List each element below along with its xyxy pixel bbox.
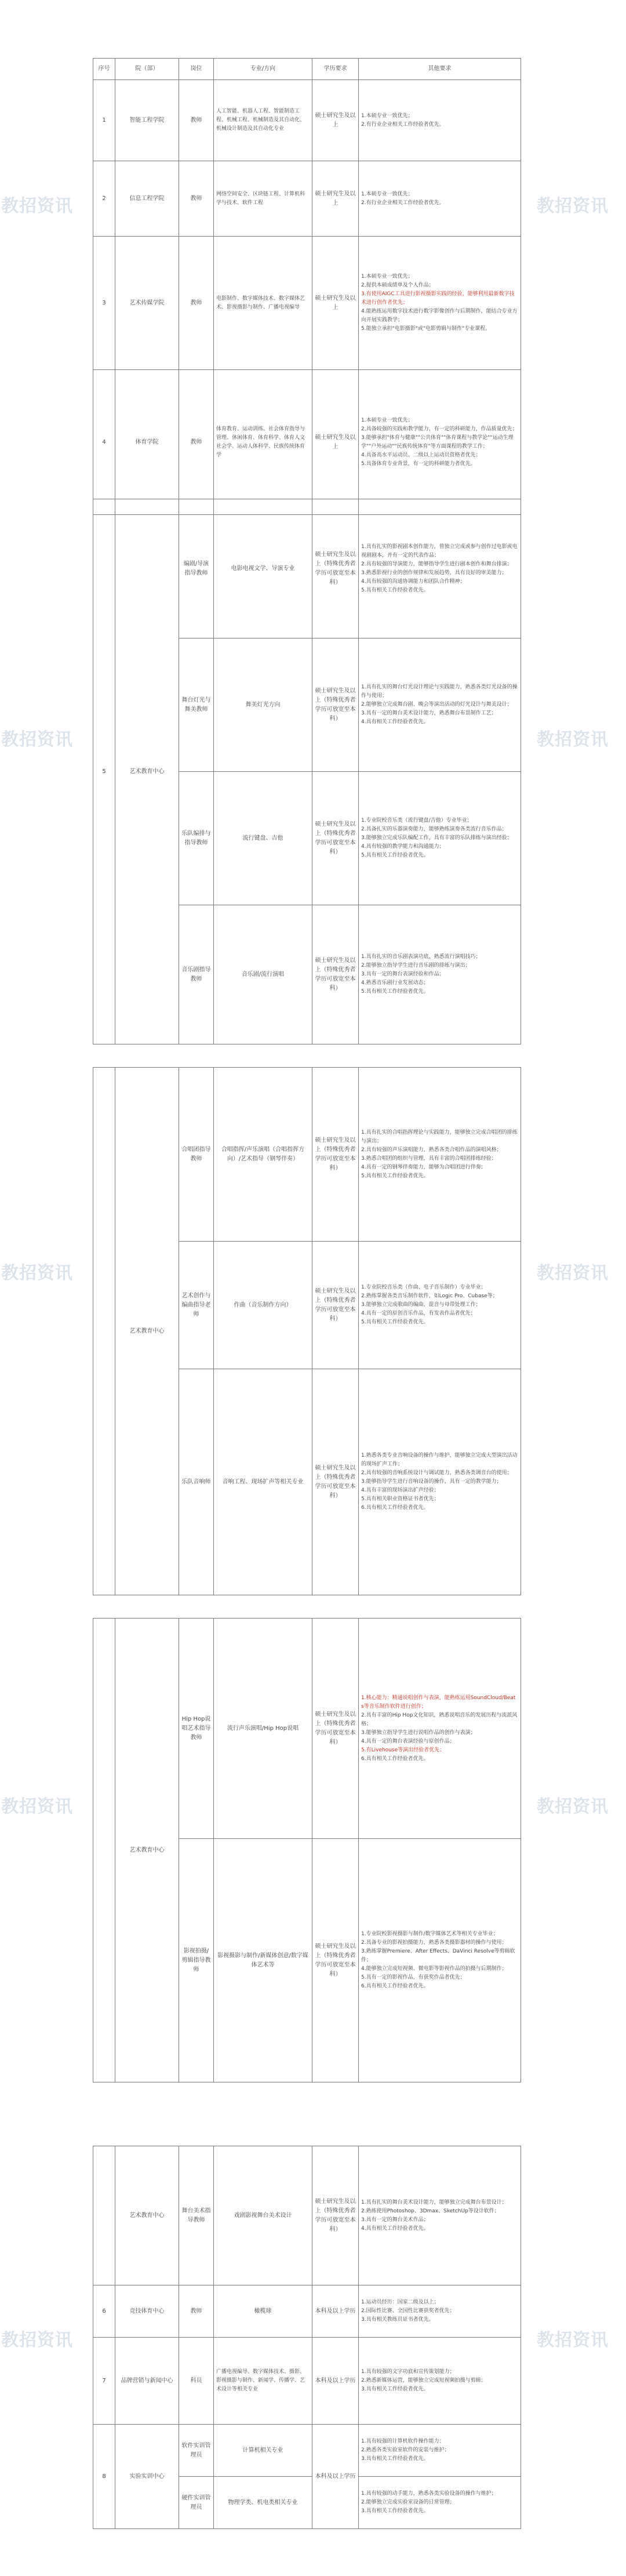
requirement-line: 4.具有一定的钢琴伴奏能力，能够为合唱团进行伴奏； xyxy=(361,1164,486,1170)
row-other xyxy=(359,161,521,237)
table-row xyxy=(93,1619,521,1839)
requirement-line: 1.专业院校音乐类（作曲、电子音乐制作）专业毕业； xyxy=(361,1285,486,1290)
row-college: 体育学院 xyxy=(115,370,179,515)
row-other xyxy=(359,1369,521,1595)
requirement-line: 2.具备专业的影视拍摄能力，熟悉各类摄影器材的操作与使用； xyxy=(361,1940,507,1946)
recruitment-table-part-4 xyxy=(93,1618,521,2082)
watermark: 教招资讯 xyxy=(1,730,73,750)
table-row xyxy=(93,237,521,370)
watermark: 教招资讯 xyxy=(537,196,609,216)
row-major: 电影电视文学、导演专业 xyxy=(214,499,312,638)
requirement-line: 2.有行业企业相关工作经验者优先。 xyxy=(361,121,445,128)
row-major: 橄榄球 xyxy=(214,2285,312,2338)
row-seq: 2 xyxy=(93,161,115,237)
requirement-line: 2.提供本硕成绩单及个人作品； xyxy=(361,282,434,288)
row-post: 科员 xyxy=(179,2338,214,2425)
watermark: 教招资讯 xyxy=(1,196,73,216)
row-college: 实验实训中心 xyxy=(115,2425,179,2529)
row-college: 艺术教育中心 xyxy=(115,1619,179,2082)
row-seq: 4 xyxy=(93,370,115,515)
requirement-line: 4.具有相关工作经验者优先。 xyxy=(361,2225,429,2232)
requirement-line: 3.具有相关工作经验者优先。 xyxy=(361,2508,429,2514)
requirement-line: 5.具有相关职业资格证书者优先； xyxy=(361,1496,439,1502)
requirement-line: 1.具有扎实的舞台美术设计能力，能够独立完成舞台布景设计； xyxy=(361,2199,507,2205)
requirement-line: 6.具有相关工作经验者优先。 xyxy=(361,1505,429,1511)
table-row xyxy=(93,2338,521,2425)
requirement-line: 2.具有较强的声乐演唱能力，熟悉各类合唱作品的演唱风格； xyxy=(361,1146,502,1153)
row-other xyxy=(359,638,521,772)
row-degree: 本科及以上学历 xyxy=(312,2425,359,2529)
row-college: 竞技体育中心 xyxy=(115,2285,179,2338)
requirement-line: 2.国际性比赛、全国性比赛获奖者优先； xyxy=(361,2308,455,2314)
row-post: 合唱团指导教师 xyxy=(179,1068,214,1242)
requirement-line: 5.具备体育专业背景，有一定的科研能力者优先。 xyxy=(361,460,476,467)
row-major: 戏剧影视舞台美术设计 xyxy=(214,2146,312,2285)
table-row xyxy=(93,161,521,237)
row-other xyxy=(359,370,521,515)
row-other xyxy=(359,2477,521,2529)
requirement-line: 3.能够独立完成歌曲的编曲、混音与母带处理工作； xyxy=(361,1302,481,1308)
header-college: 院（部） xyxy=(115,59,179,80)
requirement-line: 4.具有相关工作经验者优先。 xyxy=(361,719,429,725)
requirement-line: 3.具有一定的舞台美术作品； xyxy=(361,2216,429,2223)
header-major: 专业/方向 xyxy=(214,59,312,80)
row-degree: 硕士研究生及以上（特殊优秀者学历可放宽至本科） xyxy=(312,499,359,638)
row-college: 智能工程学院 xyxy=(115,80,179,161)
requirement-line: 4.能熟练运用数字技术进行数字影像创作与后期制作，能结合专业方向开展实践教学； xyxy=(361,309,518,323)
row-other xyxy=(359,1839,521,2082)
row-major: 流行声乐演唱/Hip Hop说唱 xyxy=(214,1619,312,1839)
row-college: 艺术教育中心 xyxy=(115,1068,179,1595)
row-degree: 本科及以上学历 xyxy=(312,2285,359,2338)
row-major: 音响工程、现场扩声等相关专业 xyxy=(214,1369,312,1595)
watermark: 教招资讯 xyxy=(537,1797,609,1817)
row-major: 舞美灯光方向 xyxy=(214,638,312,772)
row-college: 信息工程学院 xyxy=(115,161,179,237)
row-college: 艺术教育中心 xyxy=(115,2146,179,2285)
row-post: 教师 xyxy=(179,2285,214,2338)
requirement-line: 1.核心能力：精通说唱创作与表演，能熟练运用SoundCloud/Beats等音乐制作软件进行创作； xyxy=(361,1695,516,1710)
requirement-line: 3.能够承担"体育与健康""公共体育""体育课程与教学论""运动生理学""户外运动""民族传统体育"等方面课程的教学工作； xyxy=(361,434,514,449)
row-post: 教师 xyxy=(179,161,214,237)
header-degree: 学历要求 xyxy=(312,59,359,80)
requirement-line: 5.具有相关工作经验者优先。 xyxy=(361,1173,429,1179)
requirement-line: 2.具备扎实的乐器演奏能力，能够熟练演奏各类流行音乐作品； xyxy=(361,826,507,832)
row-other xyxy=(359,499,521,638)
requirement-line: 3.熟悉影视行业的创作规律和发展趋势，具有良好的审美能力； xyxy=(361,569,507,576)
row-post: 乐队音响师 xyxy=(179,1369,214,1595)
row-other xyxy=(359,2338,521,2425)
row-other xyxy=(359,80,521,161)
row-major: 音乐剧/流行演唱 xyxy=(214,905,312,1044)
requirement-line: 3.具有相关工作经验者优先。 xyxy=(361,2456,429,2462)
watermark: 教招资讯 xyxy=(537,2330,609,2350)
row-seq: 5 xyxy=(93,499,115,1044)
watermark: 教招资讯 xyxy=(1,1263,73,1283)
row-degree: 硕士研究生及以上（特殊优秀者学历可放宽至本科） xyxy=(312,1619,359,1839)
row-college: 品牌营销与新闻中心 xyxy=(115,2338,179,2425)
row-degree: 硕士研究生及以上（特殊优秀者学历可放宽至本科） xyxy=(312,638,359,772)
row-seq xyxy=(93,1619,115,2082)
requirement-line: 2.能够独立完成舞台剧、晚会等演出活动的灯光设计与舞美设计； xyxy=(361,702,512,708)
row-major: 合唱指挥/声乐演唱（合唱指挥方向）/艺术指导（钢琴伴奏） xyxy=(214,1068,312,1242)
row-degree: 硕士研究生及以上（特殊优秀者学历可放宽至本科） xyxy=(312,2146,359,2285)
requirement-line: 1.具有较强的计算机软件操作能力； xyxy=(361,2439,445,2444)
requirement-line: 1.具有扎实的音乐剧表演功底，熟悉流行演唱技巧； xyxy=(361,954,481,960)
requirement-line: 3.具有一定的舞台表演经验和作品； xyxy=(361,971,445,977)
row-post: 教师 xyxy=(179,80,214,161)
row-post: Hip Hop说唱艺术指导教师 xyxy=(179,1619,214,1839)
table-row xyxy=(93,499,521,638)
row-major: 网络空间安全、区块链工程、计算机科学与技术、软件工程 xyxy=(214,161,312,237)
row-major: 广播电视编导、数字媒体技术、摄影、影视摄影与制作、新闻学、传播学、艺术设计等相关专业 xyxy=(214,2338,312,2425)
recruitment-table-part-1 xyxy=(93,58,521,515)
requirement-line: 1.专业院校影视摄影与制作/数字媒体艺术等相关专业毕业； xyxy=(361,1931,498,1937)
recruitment-table-part-3 xyxy=(93,1067,521,1595)
row-post: 教师 xyxy=(179,237,214,370)
watermark: 教招资讯 xyxy=(537,730,609,750)
header-seq: 序号 xyxy=(93,59,115,80)
row-other xyxy=(359,1068,521,1242)
row-degree: 硕士研究生及以上（特殊优秀者学历可放宽至本科） xyxy=(312,905,359,1044)
requirement-line: 1.具有较强的动手能力，熟悉各类实验设备的操作与维护； xyxy=(361,2491,497,2497)
row-seq: 3 xyxy=(93,237,115,370)
row-major: 物理学类、机电类相关专业 xyxy=(214,2477,312,2529)
row-post: 舞台美术指导教师 xyxy=(179,2146,214,2285)
row-major: 影视摄影与制作/新媒体创意/数字媒体艺术等 xyxy=(214,1839,312,2082)
requirement-line: 4.具有一定的原创音乐作品，有发表作品者优先； xyxy=(361,1311,476,1316)
row-major: 作曲（音乐制作方向） xyxy=(214,1242,312,1369)
table-header-row xyxy=(93,59,521,80)
row-other xyxy=(359,1242,521,1369)
requirement-line: 2.熟悉各类实验室软件的安装与维护； xyxy=(361,2447,450,2453)
requirement-line: 1.本硕专业一致优先； xyxy=(361,191,413,197)
table-row xyxy=(93,80,521,161)
requirement-line: 3.能够独立完成乐队编配工作，具有丰富的乐队排练与演出经验； xyxy=(361,835,512,841)
requirement-line: 5.具有相关工作经验者优先。 xyxy=(361,852,429,858)
row-seq: 1 xyxy=(93,80,115,161)
row-degree: 硕士研究生及以上（特殊优秀者学历可放宽至本科） xyxy=(312,1242,359,1369)
table-row xyxy=(93,2146,521,2285)
requirement-line: 2.具有较强的音响系统设计与调试能力，熟悉各类调音台的使用； xyxy=(361,1470,512,1476)
row-post: 硬件实训管理员 xyxy=(179,2477,214,2529)
row-post: 舞台灯光与舞美教师 xyxy=(179,638,214,772)
requirement-line: 1.具有扎实的影视剧本创作能力，曾独立完成或参与创作过电影或电视剧剧本，并有一定的代表作品； xyxy=(361,543,518,558)
requirement-line: 4.具有较强的沟通协调能力和团队合作精神； xyxy=(361,578,465,585)
requirement-line: 2.熟练使用Photoshop、3Dmax、SketchUp等设计软件； xyxy=(361,2208,500,2214)
requirement-line: 4.具备高水平运动员、二级以上运动员资格者优先； xyxy=(361,452,481,458)
requirement-line: 5.能独立承担"电影摄影"或"电影剪辑与制作"专业课程。 xyxy=(361,326,491,332)
row-seq: 6 xyxy=(93,2285,115,2338)
requirement-line: 2.具有丰富的Hip Hop文化知识，熟悉说唱音乐的发展历程与流派风格； xyxy=(361,1712,518,1727)
requirement-line: 4.具有较强的教学能力和沟通能力； xyxy=(361,844,445,850)
requirement-line: 2.能够独立指导学生进行音乐剧的排练与演出； xyxy=(361,963,471,968)
row-major: 人工智能、机器人工程、智能制造工程、机械工程、机械制造及其自动化、机械设计制造及其自动化专业 xyxy=(214,80,312,161)
row-other xyxy=(359,905,521,1044)
row-degree: 硕士研究生及以上 xyxy=(312,80,359,161)
recruitment-table-part-2 xyxy=(93,499,521,1044)
requirement-line: 3.具有一定的舞台美术设计能力，熟悉舞台布景制作工艺； xyxy=(361,710,497,716)
requirement-line: 1.熟悉各类专业音响设备的操作与维护，能够独立完成大型演出活动的现场扩声工作； xyxy=(361,1453,518,1467)
requirement-line: 3.具有相关工作经验者优先。 xyxy=(361,2386,429,2392)
row-other xyxy=(359,237,521,370)
row-major: 流行键盘、吉他 xyxy=(214,772,312,905)
row-college: 艺术教育中心 xyxy=(115,499,179,1044)
row-degree: 硕士研究生及以上 xyxy=(312,161,359,237)
requirement-line: 6.具有相关工作经验者优先。 xyxy=(361,1983,429,1989)
watermark: 教招资讯 xyxy=(1,1797,73,1817)
row-post: 乐队编排与指导教师 xyxy=(179,772,214,905)
requirement-line: 4.能够独立完成短视频、微电影等影视作品的拍摄与后期制作； xyxy=(361,1966,507,1972)
requirement-line: 5.具有相关工作经验者优先。 xyxy=(361,1319,429,1325)
row-other xyxy=(359,2285,521,2338)
row-college: 艺术传媒学院 xyxy=(115,237,179,370)
requirement-line: 1.本硕专业一致优先； xyxy=(361,113,413,119)
row-post: 编剧/导演指导教师 xyxy=(179,499,214,638)
requirement-line: 5.具有相关工作经验者优先。 xyxy=(361,989,429,995)
requirement-line: 2.熟练掌握各类音乐制作软件，如Logic Pro、Cubase等； xyxy=(361,1293,498,1299)
requirement-line: 5.有Livehouse等演出经验者优先； xyxy=(361,1747,445,1753)
row-seq xyxy=(93,2146,115,2285)
requirement-line: 6.具有相关工作经验者优先。 xyxy=(361,1755,429,1762)
row-other xyxy=(359,2146,521,2285)
row-degree: 硕士研究生及以上（特殊优秀者学历可放宽至本科） xyxy=(312,1068,359,1242)
row-post: 影视拍摄/剪辑指导教师 xyxy=(179,1839,214,2082)
row-degree: 硕士研究生及以上 xyxy=(312,370,359,515)
requirement-line: 3.能够独立指导学生进行说唱作品的创作与表演； xyxy=(361,1729,476,1736)
requirement-line: 2.具备较强的实践和教学能力，有一定的科研能力，作品质量优先； xyxy=(361,426,518,432)
row-major: 电影制作、数字媒体技术、数字媒体艺术、影视摄影与制作、广播电视编导 xyxy=(214,237,312,370)
requirement-line: 3.熟悉合唱团的组织与管理，具有丰富的合唱团排练经验； xyxy=(361,1155,497,1162)
requirement-line: 1.专业院校音乐类（流行键盘/吉他）专业毕业； xyxy=(361,818,472,823)
requirement-line: 3.熟练掌握Premiere、After Effects、DaVinci Resolve等剪辑软件； xyxy=(361,1949,515,1963)
requirement-line: 1.具有较强的文字功底和宣传策划能力； xyxy=(361,2369,455,2375)
requirement-line: 2.能够独立完成实验室设备的日常管理； xyxy=(361,2499,455,2505)
row-post: 教师 xyxy=(179,370,214,515)
row-major: 体育教育、运动训练、社会体育指导与管理、休闲体育、体育科学、体育人文社会学、运动人体科学、民族传统体育学 xyxy=(214,370,312,515)
row-major: 计算机相关专业 xyxy=(214,2425,312,2477)
requirement-line: 1.具有扎实的合唱指挥理论与实践能力，能够独立完成合唱团的排练与演出； xyxy=(361,1129,518,1144)
row-other xyxy=(359,772,521,905)
row-other xyxy=(359,1619,521,1839)
header-post: 岗位 xyxy=(179,59,214,80)
requirement-line: 3.具有相关教练员证书者优先。 xyxy=(361,2317,434,2323)
table-row xyxy=(93,1068,521,1242)
requirement-line: 4.具有丰富的现场演出扩声经验； xyxy=(361,1487,439,1493)
requirement-line: 4.熟悉音乐剧行业发展动态； xyxy=(361,980,429,986)
row-degree: 本科及以上学历 xyxy=(312,2338,359,2425)
requirement-line: 5.具有相关工作经验者优先。 xyxy=(361,587,429,593)
table-row xyxy=(93,370,521,515)
row-post: 艺术创作与编曲指导老师 xyxy=(179,1242,214,1369)
table-row xyxy=(93,2285,521,2338)
requirement-line: 1.本硕专业一致优先； xyxy=(361,417,413,423)
row-degree: 硕士研究生及以上（特殊优秀者学历可放宽至本科） xyxy=(312,772,359,905)
row-other xyxy=(359,2425,521,2477)
table-row xyxy=(93,2425,521,2477)
requirement-line: 2.有行业企业相关工作经验者优先。 xyxy=(361,199,445,206)
requirement-line: 4.具有一定的舞台表演经验与原创作品； xyxy=(361,1738,455,1744)
row-seq: 7 xyxy=(93,2338,115,2425)
row-seq xyxy=(93,1068,115,1595)
row-post: 软件实训管理员 xyxy=(179,2425,214,2477)
watermark: 教招资讯 xyxy=(1,2330,73,2350)
requirement-line: 1.运动员经历：国家二级及以上； xyxy=(361,2299,439,2305)
recruitment-table-part-5 xyxy=(93,2146,521,2529)
requirement-line: 3.有使用AIGC工具进行影视摄影实践的经验，能够利用最新数字技术进行创作者优先； xyxy=(361,291,515,306)
requirement-line: 2.具有较强的导演能力，能够指导学生进行剧本创作和舞台排演； xyxy=(361,561,512,567)
row-degree: 硕士研究生及以上（特殊优秀者学历可放宽至本科） xyxy=(312,1369,359,1595)
row-degree: 硕士研究生及以上（特殊优秀者学历可放宽至本科） xyxy=(312,1839,359,2082)
row-degree: 硕士研究生及以上 xyxy=(312,237,359,370)
requirement-line: 3.能够指导学生进行音响设备的操作，具有一定的教学能力； xyxy=(361,1479,502,1485)
header-other: 其他要求 xyxy=(359,59,521,80)
row-post: 音乐剧指导教师 xyxy=(179,905,214,1044)
watermark: 教招资讯 xyxy=(537,1263,609,1283)
requirement-line: 1.具有扎实的舞台灯光设计理论与实践能力，熟悉各类灯光设备的操作与使用； xyxy=(361,684,518,699)
row-seq: 8 xyxy=(93,2425,115,2529)
requirement-line: 2.熟悉新媒体运营，能够独立完成短视频拍摄与剪辑； xyxy=(361,2378,486,2383)
requirement-line: 1.本硕专业一致优先； xyxy=(361,274,413,280)
requirement-line: 5.具有一定的影视作品，有获奖作品者优先； xyxy=(361,1975,465,1980)
